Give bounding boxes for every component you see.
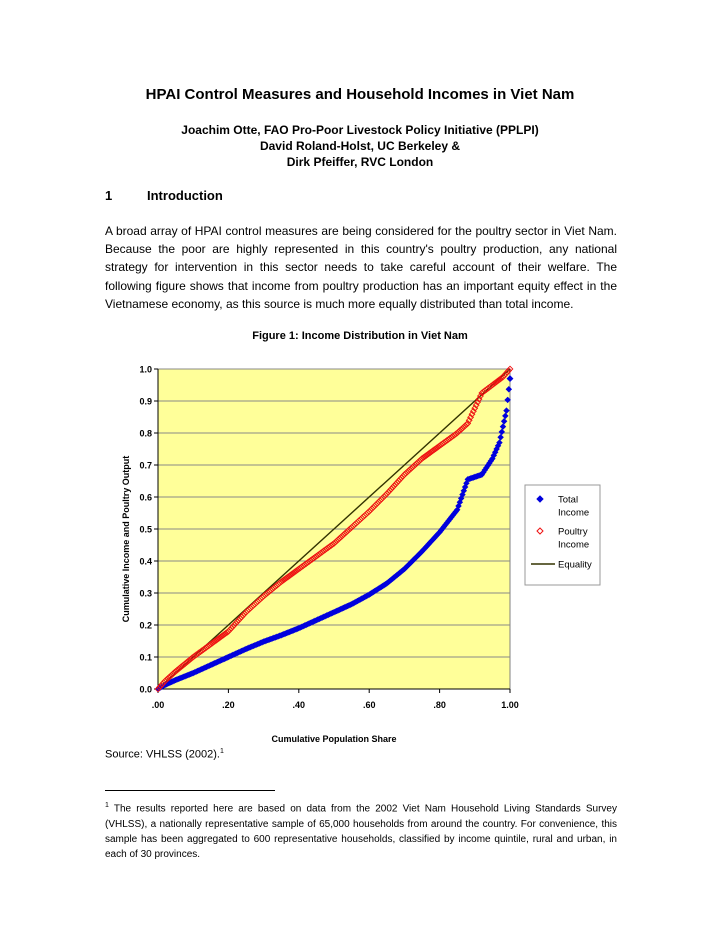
y-tick-label: 0.7 [139, 460, 152, 471]
legend-label: Income [558, 507, 590, 519]
y-tick-label: 0.0 [139, 684, 152, 695]
y-tick-label: 0.9 [139, 396, 152, 407]
y-tick-label: 0.4 [139, 556, 152, 567]
figure-caption: Figure 1: Income Distribution in Viet Nam [252, 330, 468, 342]
y-axis-title: Cumulative Income and Poultry Output [121, 455, 131, 623]
source-note [105, 748, 224, 761]
x-tick-label: .60 [362, 700, 376, 710]
y-tick-label: 0.1 [139, 652, 152, 663]
y-tick-label: 0.5 [139, 524, 152, 535]
intro-paragraph-text: A broad array of HPAI control measures are being considered for the poultry sector in Viet Nam. Because the poor are highly represented in this country's poultry production, any national strategy for intervention in this sector needs to take careful account of their welfare. The following figure shows that income from poultry production has an important equity effect in the Vietnamese economy, as this source is much more equally distributed than total income. [105, 224, 617, 311]
intro-paragraph [105, 222, 617, 313]
paper-title: HPAI Control Measures and Household Incomes in Viet Nam [145, 86, 575, 103]
author-line-1: Joachim Otte, FAO Pro-Poor Livestock Policy Initiative (PPLPI) [181, 123, 539, 137]
author-line-3: Dirk Pfeiffer, RVC London [286, 155, 434, 169]
legend-label: Equality [558, 559, 592, 571]
x-tick-label: 1.00 [501, 700, 519, 710]
legend-label: Total [558, 494, 579, 506]
source-text: Source: VHLSS (2002). [105, 748, 220, 761]
footnote-text: The results reported here are based on data from the 2002 Viet Nam Household Living Standards Survey (VHLSS), a nationally representative sample of 65,000 households from around the country. For convenience, this sample has been aggregated to 600 representative households, classified by income quintile, rural and urban, in each of 30 provinces. [105, 803, 617, 861]
source-footnote-ref[interactable]: 1 [219, 748, 224, 755]
legend-label: Income [558, 539, 590, 551]
x-tick-label: .20 [222, 700, 235, 710]
footnote [105, 798, 617, 863]
income-distribution-chart [105, 355, 615, 745]
footnote-marker: 1 [105, 802, 109, 809]
y-tick-label: 0.8 [139, 428, 152, 439]
footnote-rule [105, 790, 275, 791]
y-tick-label: 0.2 [139, 620, 152, 631]
y-tick-label: 0.6 [139, 492, 152, 503]
x-tick-label: .40 [292, 700, 306, 710]
section-heading [105, 188, 223, 203]
x-tick-label: .80 [433, 700, 446, 710]
x-axis-title: Cumulative Population Share [271, 734, 397, 744]
x-tick-label: .00 [151, 700, 165, 710]
section-number: 1 [105, 188, 113, 203]
section-title: Introduction [147, 188, 223, 203]
y-tick-label: 1.0 [139, 364, 152, 375]
author-line-2: David Roland-Holst, UC Berkeley & [259, 139, 461, 153]
y-tick-label: 0.3 [139, 588, 152, 599]
legend-label: Poultry [558, 526, 588, 538]
